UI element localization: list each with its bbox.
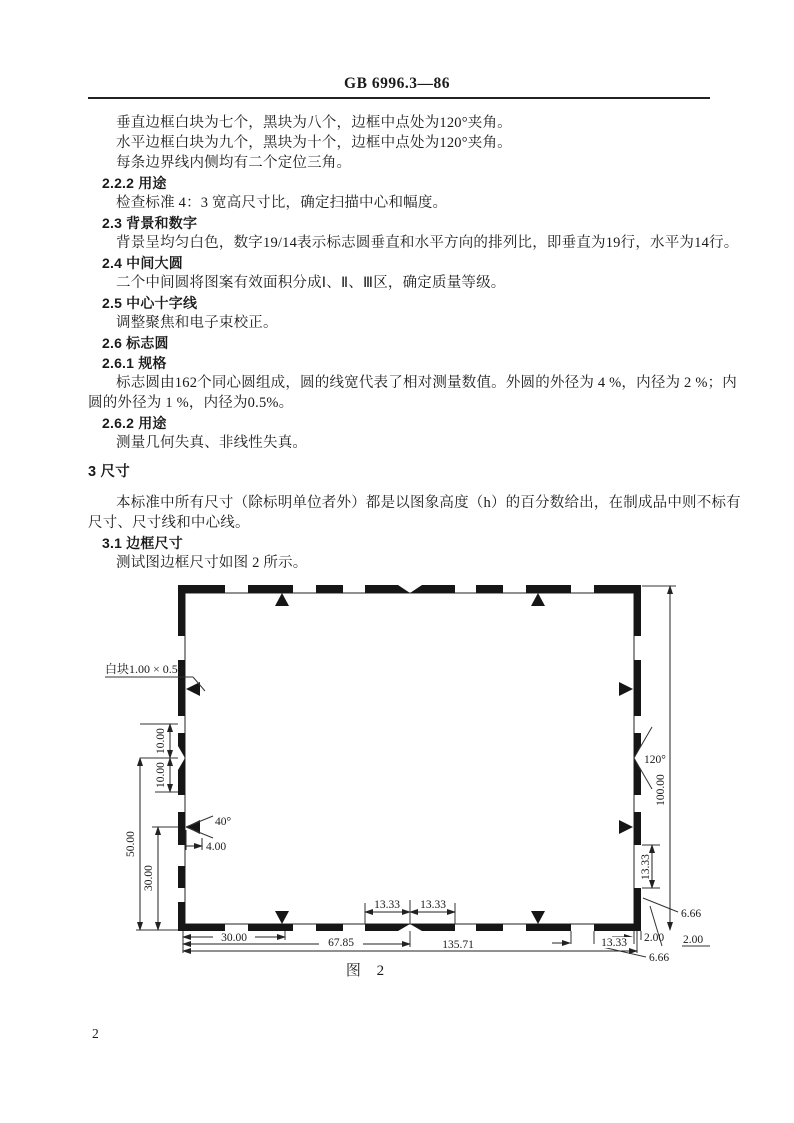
label-666-b: 6.66 bbox=[649, 952, 670, 964]
label-120deg: 120° bbox=[644, 754, 666, 766]
label-1333-right-v: 13.33 bbox=[640, 854, 652, 880]
label-white-block: 白块1.00 × 0.50 bbox=[105, 662, 184, 676]
label-10a: 10.00 bbox=[155, 728, 167, 754]
heading-3: 3 尺寸 bbox=[88, 464, 130, 480]
label-backgrounds bbox=[213, 931, 633, 950]
label-1333-corner: 13.33 bbox=[601, 937, 627, 949]
heading-2-2-2: 2.2.2 用途 bbox=[102, 175, 167, 191]
heading-2-6-1: 2.6.1 规格 bbox=[102, 355, 167, 371]
label-1333-b: 13.33 bbox=[420, 899, 446, 911]
triangle-left-upper bbox=[186, 682, 200, 696]
body-line: 水平边框白块为九个，黑块为十个，边框中点处为120°夹角。 bbox=[116, 135, 512, 151]
heading-2-5: 2.5 中心十字线 bbox=[102, 295, 198, 311]
body-line: 垂直边框白块为七个，黑块为八个，边框中点处为120°夹角。 bbox=[116, 115, 512, 131]
triangle-top-right bbox=[531, 593, 545, 606]
label-30-bottom: 30.00 bbox=[221, 932, 247, 944]
dimension-labels bbox=[105, 661, 703, 964]
label-40deg: 40° bbox=[215, 816, 232, 828]
label-13571: 135.71 bbox=[442, 939, 474, 951]
heading-2-4: 2.4 中间大圆 bbox=[102, 255, 183, 271]
triangle-right-lower bbox=[619, 820, 633, 834]
extension-lines bbox=[105, 586, 710, 957]
border-blocks bbox=[178, 585, 641, 931]
label-666-a: 6.66 bbox=[681, 908, 702, 920]
label-50: 50.00 bbox=[125, 831, 137, 857]
frame-inner-outline bbox=[185, 593, 634, 924]
label-200-b: 2.00 bbox=[683, 934, 704, 946]
triangle-top-left bbox=[275, 593, 289, 606]
body-line: 圆的外径为 1 %，内径为0.5%。 bbox=[88, 395, 294, 411]
label-1333-a: 13.33 bbox=[374, 899, 400, 911]
triangle-right-upper bbox=[619, 682, 633, 696]
body-line: 二个中间圆将图案有效面积分成Ⅰ、Ⅱ、Ⅲ区，确定质量等级。 bbox=[116, 275, 506, 291]
standard-number: GB 6996.3—86 bbox=[344, 75, 450, 92]
heading-2-6: 2.6 标志圆 bbox=[102, 335, 169, 351]
positioning-triangles bbox=[186, 593, 633, 924]
triangle-bottom-left bbox=[275, 911, 289, 924]
body-line: 每条边界线内侧均有二个定位三角。 bbox=[116, 155, 352, 171]
body-line: 测量几何失真、非线性失真。 bbox=[116, 435, 308, 451]
label-200-a: 2.00 bbox=[644, 932, 665, 944]
figure-caption: 图 2 bbox=[345, 963, 391, 979]
body-line: 检查标准 4：3 宽高尺寸比，确定扫描中心和幅度。 bbox=[116, 195, 448, 211]
triangle-bottom-right bbox=[531, 911, 545, 924]
label-4: 4.00 bbox=[206, 841, 227, 853]
label-30-left: 30.00 bbox=[143, 865, 155, 891]
label-6785: 67.85 bbox=[328, 937, 354, 949]
body-line: 测试图边框尺寸如图 2 所示。 bbox=[116, 555, 308, 571]
heading-2-3: 2.3 背景和数字 bbox=[102, 215, 198, 231]
body-line: 标志圆由162个同心圆组成，圆的线宽代表了相对测量数值。外圆的外径为 4 %，内径为 2 %；内 bbox=[116, 375, 738, 391]
page-number: 2 bbox=[92, 1026, 99, 1041]
body-line: 本标准中所有尺寸（除标明单位者外）都是以图象高度（h）的百分数给出，在制成品中则不标有 bbox=[116, 495, 741, 511]
heading-2-6-2: 2.6.2 用途 bbox=[102, 415, 167, 431]
dimension-lines bbox=[140, 586, 670, 951]
label-10b: 10.00 bbox=[155, 762, 167, 788]
body-line: 尺寸、尺寸线和中心线。 bbox=[88, 515, 250, 531]
body-line: 调整聚焦和电子束校正。 bbox=[116, 315, 278, 331]
label-100: 100.00 bbox=[655, 774, 667, 806]
heading-3-1: 3.1 边框尺寸 bbox=[102, 535, 183, 551]
body-line: 背景呈均匀白色，数字19/14表示标志圆垂直和水平方向的排列比，即垂直为19行，水平为14行。 bbox=[116, 235, 739, 251]
